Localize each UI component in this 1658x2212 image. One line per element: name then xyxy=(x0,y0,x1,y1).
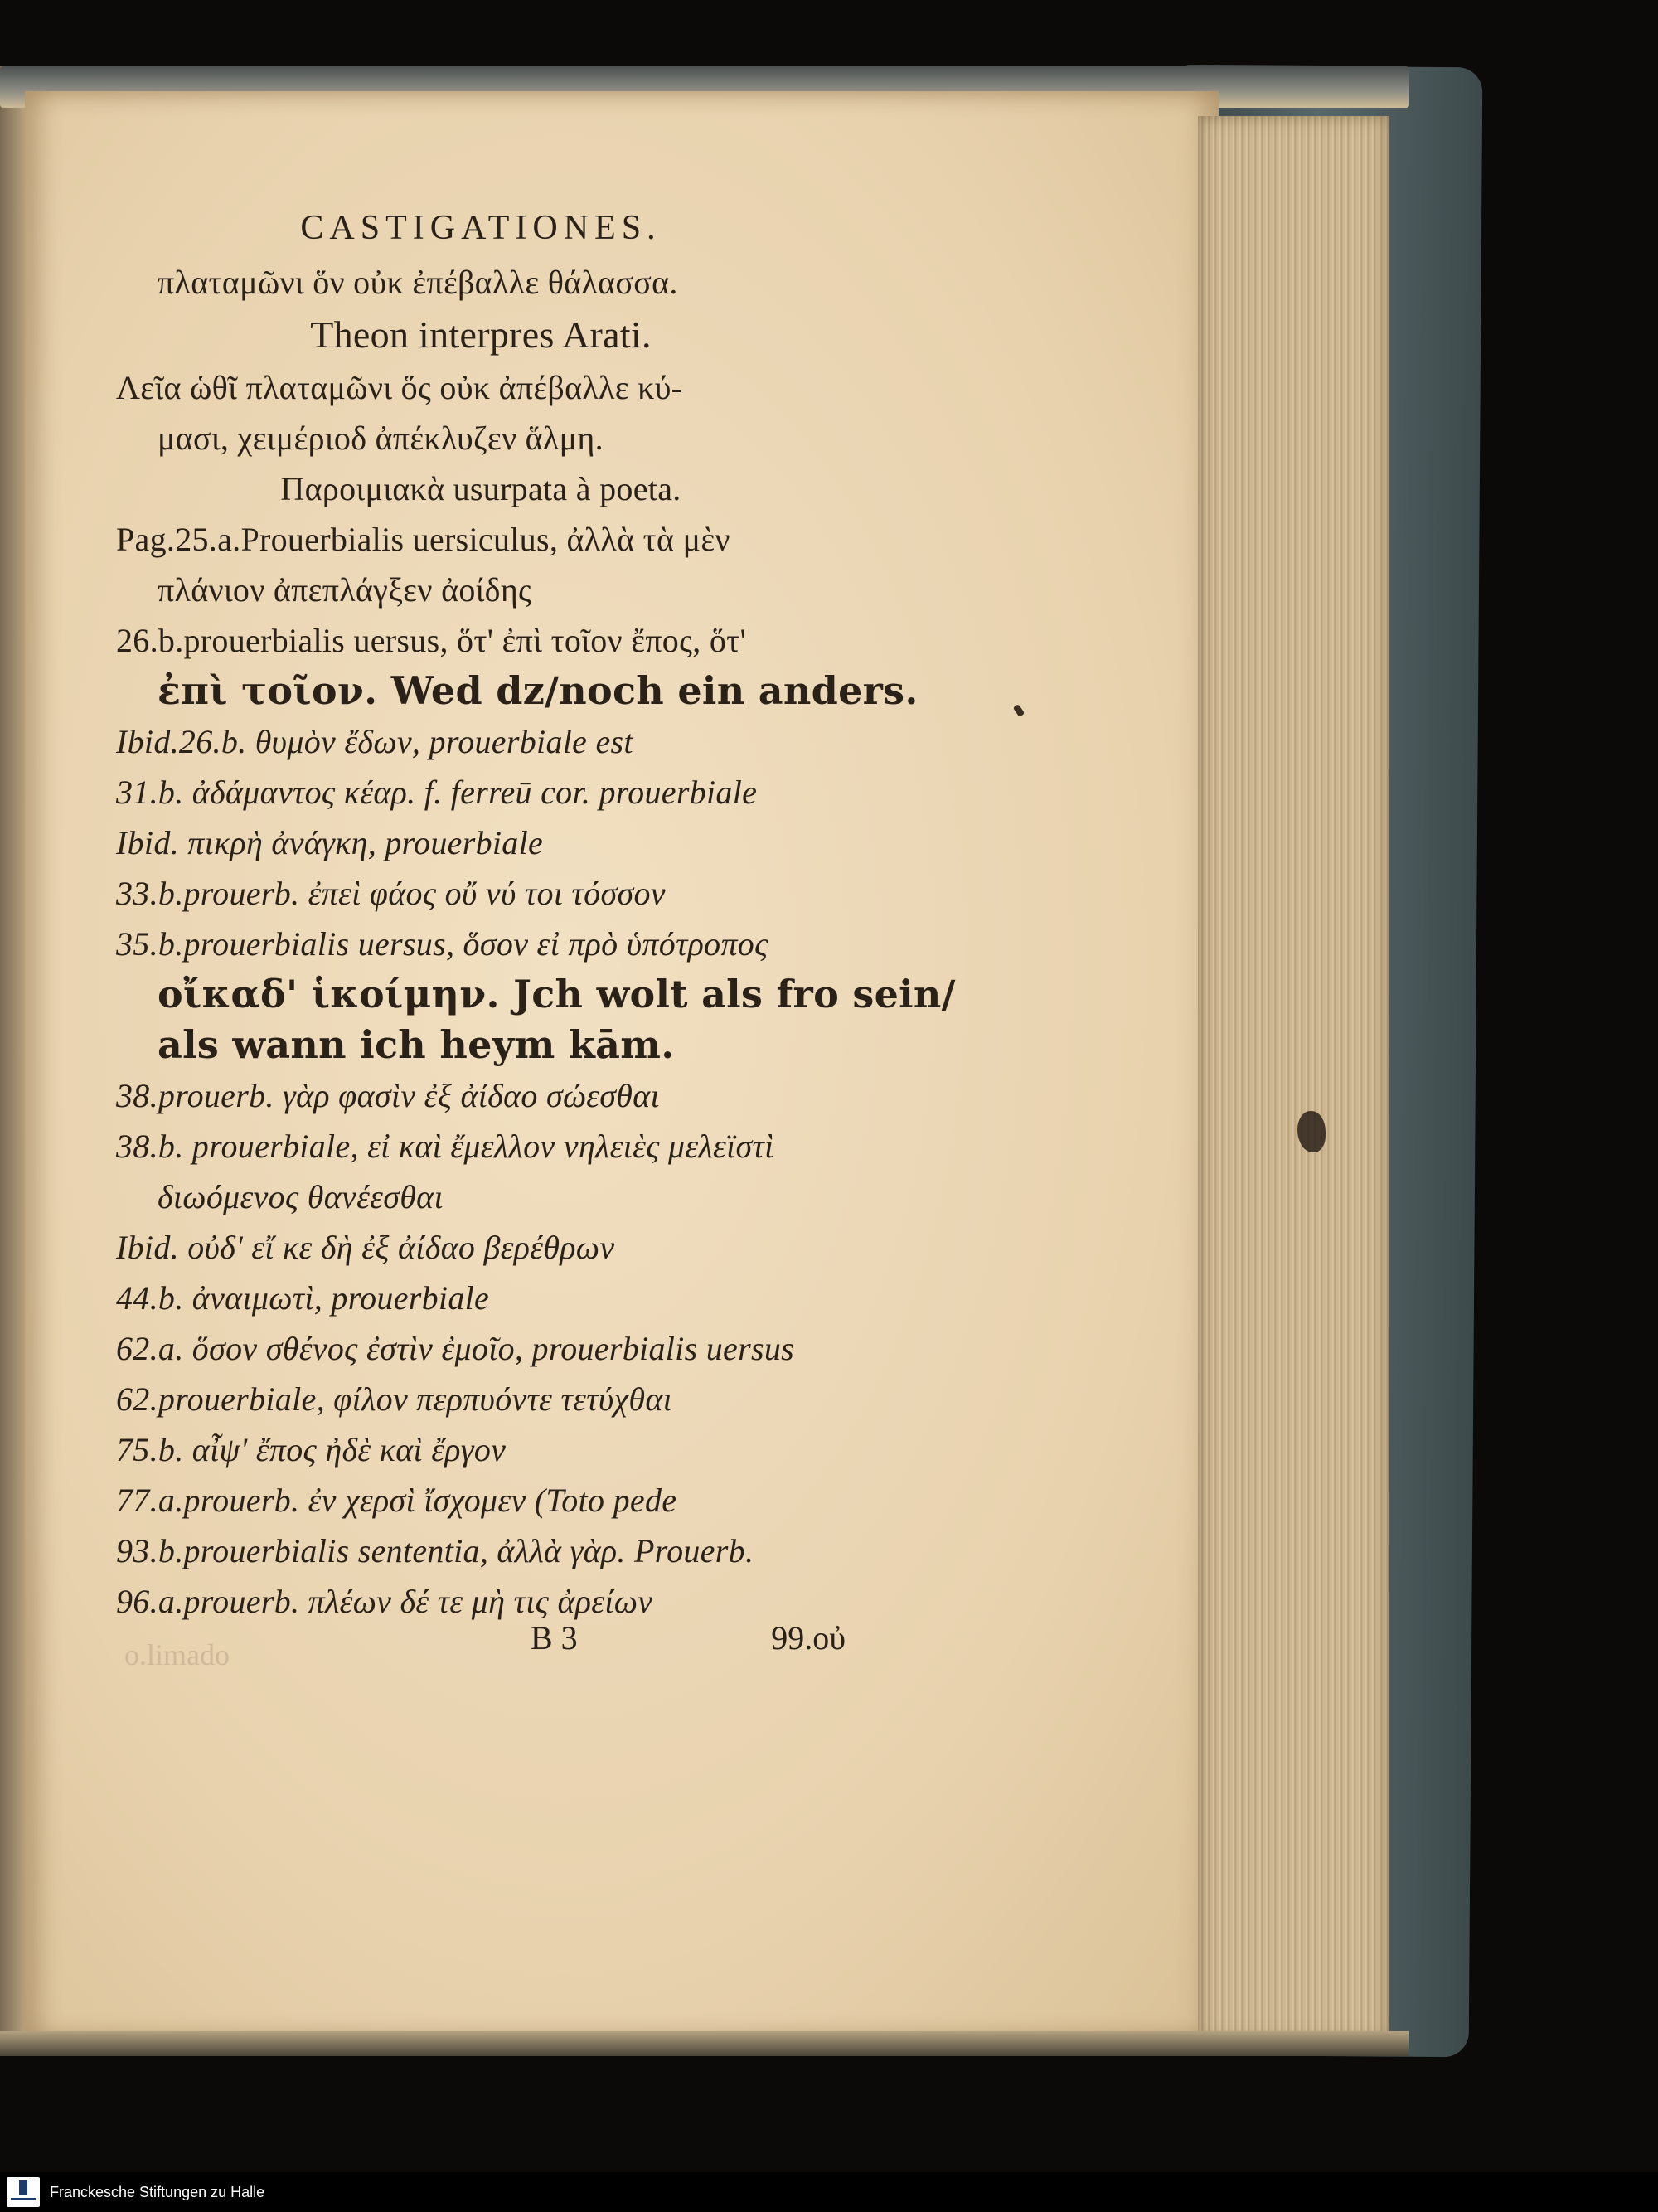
text-line: 33.b.prouerb. ἐπεὶ φάος οὔ νύ τοι τόσσον xyxy=(116,875,666,912)
text-line: πλάνιον ἀπεπλάγξεν ἀοίδης xyxy=(158,571,532,609)
page-text xyxy=(116,199,956,1627)
text-line: 35.b.prouerbialis uersus, ὅσον εἰ πρὸ ὑπότροπος xyxy=(116,925,768,963)
institution-logo-icon xyxy=(7,2177,40,2207)
text-line: Theon interpres Arati. xyxy=(310,313,652,356)
logo-figure xyxy=(19,2180,27,2195)
text-line: μασι, χειμέριοδ ἀπέκλυζεν ἅλμη. xyxy=(158,420,604,457)
text-line: Pag.25.a.Prouerbialis uersiculus, ἀλλὰ τὰ μὲν xyxy=(116,521,730,558)
text-line: ἐπὶ τοῖον. Wed dz/noch ein anders. xyxy=(158,668,919,713)
text-line: 77.a.prouerb. ἐν χερσὶ ἴσχομεν (Toto pede xyxy=(116,1482,677,1519)
text-line: πλαταμῶνι ὅν οὐκ ἐπέβαλλε θάλασσα. xyxy=(158,264,678,301)
logo-base xyxy=(11,2198,36,2200)
text-line: 62.prouerbiale, φίλον περπυόντε τετύχθαι xyxy=(116,1380,673,1418)
ink-stain xyxy=(1297,1111,1326,1152)
running-head: CASTIGATIONES. xyxy=(300,209,662,247)
catchword: 99.οὐ xyxy=(771,1619,846,1657)
text-line: als wann ich heym kām. xyxy=(158,1022,675,1067)
text-line: οἴκαδ' ἱκοίμην. Jch wolt als fro sein/ xyxy=(158,972,956,1016)
text-line: 38.prouerb. γὰρ φασὶν ἐξ ἀίδαο σώεσθαι xyxy=(116,1077,660,1114)
text-line: 44.b. ἀναιμωτὶ, prouerbiale xyxy=(116,1279,490,1317)
text-line: Ibid. οὐδ' εἴ κε δὴ ἐξ ἀίδαο βερέθρων xyxy=(116,1229,615,1266)
text-line: 75.b. αἶψ' ἔπος ἠδὲ καὶ ἔργον xyxy=(116,1431,507,1468)
text-line: 62.a. ὅσον σθένος ἐστὶν ἐμοῖο, prouerbialis uersus xyxy=(116,1330,794,1367)
text-line: 26.b.prouerbialis uersus, ὅτ' ἐπὶ τοῖον ἔπος, ὅτ' xyxy=(116,622,747,659)
text-lines xyxy=(116,257,956,1627)
text-line: Ibid.26.b. θυμὸν ἔδων, prouerbiale est xyxy=(116,723,633,760)
text-line: 93.b.prouerbialis sententia, ἀλλὰ γὰρ. Prouerb. xyxy=(116,1532,754,1569)
text-line: διωόμενος θανέεσθαι xyxy=(158,1178,444,1215)
bleed-through-text: o.limado xyxy=(124,1638,230,1671)
text-line: Λεῖα ὡθῖ πλαταμῶνι ὅς οὐκ ἀπέβαλλε κύ- xyxy=(116,369,683,406)
text-line: 96.a.prouerb. πλέων δέ τε μὴ τις ἀρείων xyxy=(116,1583,653,1620)
signature-mark: B 3 xyxy=(531,1619,578,1657)
text-line: Παροιμιακὰ usurpata à poeta. xyxy=(280,470,681,507)
institution-credit: Franckesche Stiftungen zu Halle xyxy=(50,2184,265,2200)
text-line: 38.b. prouerbiale, εἰ καὶ ἔμελλον νηλειὲς μελεϊστὶ xyxy=(116,1128,774,1165)
text-line: 31.b. ἀδάμαντος κέαρ. f. ferreū cor. prouerbiale xyxy=(116,774,758,811)
binding-bottom xyxy=(0,2031,1409,2056)
text-line: Ibid. πικρὴ ἀνάγκη, prouerbiale xyxy=(116,824,544,861)
page-block-edge xyxy=(1198,116,1389,2040)
